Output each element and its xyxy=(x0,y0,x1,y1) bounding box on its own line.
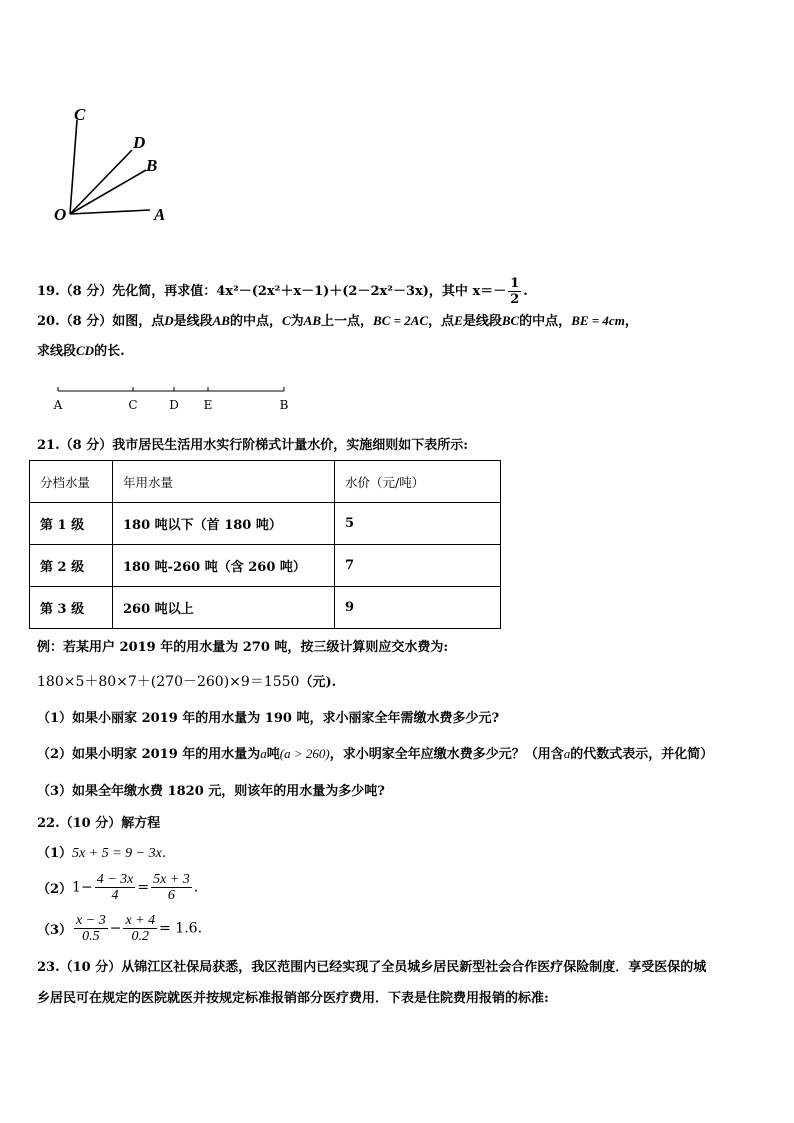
q22-eq-3 xyxy=(37,913,202,944)
q20-text-1: 如图，点 xyxy=(112,314,165,329)
table-cell: 第 1 级 xyxy=(30,503,113,545)
water-price-table xyxy=(29,460,501,629)
ray-oa xyxy=(70,210,150,214)
question-22 xyxy=(37,815,160,833)
q22-number: 22.（10 分） xyxy=(37,816,122,831)
q20-text-9: ， xyxy=(624,314,638,329)
q22-eq-2-den-1: 4 xyxy=(111,888,119,903)
table-cell: 180 吨-260 吨（含 260 吨） xyxy=(113,545,335,587)
q21-formula-unit: （元). xyxy=(299,675,337,690)
q19-fraction xyxy=(508,276,521,307)
q21-sub-2-var-a-2: a xyxy=(563,746,571,761)
q19-frac-num: 1 xyxy=(510,276,520,291)
q22-eq-1-label: （1） xyxy=(37,846,73,861)
q22-eq-2-pre: 1− xyxy=(72,879,93,896)
q19-number: 19.（8 分） xyxy=(37,284,113,299)
q20-var-d: D xyxy=(164,313,174,328)
q20-var-e: E xyxy=(454,313,463,328)
q19-text: 先化简，再求值：4x²－(2x²＋x－1)＋(2－2x²－3x)，其中 x＝－ xyxy=(112,284,507,299)
q22-eq-2-num-1: 4 − 3x xyxy=(96,872,134,887)
ray-oc xyxy=(70,120,77,214)
angle-figure xyxy=(50,98,180,228)
table-cell: 9 xyxy=(335,587,501,629)
seg-label-a: A xyxy=(53,398,63,412)
question-19 xyxy=(37,276,528,307)
q22-eq-2-num-2: 5x + 3 xyxy=(153,872,190,887)
q20-eq-be: BE = 4cm xyxy=(571,313,625,328)
segment-figure xyxy=(48,382,298,416)
q22-eq-1-end: . xyxy=(161,846,166,861)
q20-eq-bc: BC = 2AC xyxy=(373,313,429,328)
label-b: B xyxy=(146,156,158,175)
q22-eq-1 xyxy=(37,845,166,863)
q20-var-bc: BC xyxy=(501,313,520,328)
question-23 xyxy=(37,959,706,977)
q21-sub-2-text-4: 的代数式表示，并化简） xyxy=(570,747,714,762)
q21-sub-3: （3）如果全年缴水费 1820 元，则该年的用水量为多少吨? xyxy=(37,784,385,799)
q22-eq-3-frac-1 xyxy=(74,913,108,944)
q22-eq-3-frac-2 xyxy=(123,913,157,944)
q21-intro: 我市居民生活用水实行阶梯式计量水价，实施细则如下表所示: xyxy=(112,438,469,453)
seg-label-e: E xyxy=(203,398,213,412)
q23-line-2: 乡居民可在规定的医院就医并按规定标准报销部分医疗费用．下表是住院费用报销的标准: xyxy=(37,991,549,1006)
q21-formula-line xyxy=(37,673,336,692)
q21-sub-2-text-1: （2）如果小明家 2019 年的用水量为 xyxy=(37,747,261,762)
seg-label-b: B xyxy=(279,398,289,412)
q22-eq-2-end: . xyxy=(193,879,199,896)
seg-label-d: D xyxy=(169,398,179,412)
q21-number: 21.（8 分） xyxy=(37,438,113,453)
q20-text-8: 的中点， xyxy=(519,314,572,329)
q22-eq-3-equals: = 1.6 xyxy=(159,920,198,937)
q22-eq-3-end: . xyxy=(197,920,203,937)
q22-eq-2-den-2: 6 xyxy=(167,888,175,903)
q22-title: 解方程 xyxy=(121,816,161,831)
table-header-cell: 分档水量 xyxy=(30,461,113,503)
ray-od xyxy=(70,150,132,214)
label-a: A xyxy=(154,205,166,224)
q19-end: . xyxy=(523,284,528,299)
q21-sub-2-text-3: ，求小明家全年应缴水费多少元？（用含 xyxy=(329,747,564,762)
q22-eq-3-den-1: 0.5 xyxy=(82,929,100,944)
table-cell: 第 2 级 xyxy=(30,545,113,587)
q23-line-1: 从锦江区社保局获悉，我区范围内已经实现了全员城乡居民新型社会合作医疗保险制度．享受医保的城 xyxy=(121,960,707,975)
q20-text-3: 的中点， xyxy=(229,314,282,329)
q20-text-6: ，点 xyxy=(428,314,455,329)
q22-eq-3-num-2: x + 4 xyxy=(125,913,156,928)
q22-eq-1-body: 5x + 5 = 9 − 3x xyxy=(72,846,162,861)
q20-var-ab: AB xyxy=(212,313,230,328)
table-header-cell: 水价（元/吨） xyxy=(335,461,501,503)
q22-eq-2-frac-2 xyxy=(151,872,192,903)
q21-sub-2-condition: (a > 260) xyxy=(279,746,330,761)
q20-line2-text-2: 的长. xyxy=(94,344,125,359)
q19-frac-den: 2 xyxy=(510,292,520,307)
label-o: O xyxy=(54,205,67,224)
table-row xyxy=(30,587,501,629)
label-d: D xyxy=(133,133,146,152)
q20-var-ab-2: AB xyxy=(303,313,322,328)
q23-number: 23.（10 分） xyxy=(37,960,122,975)
table-row xyxy=(30,503,501,545)
table-cell: 260 吨以上 xyxy=(113,587,335,629)
q22-eq-3-num-1: x − 3 xyxy=(76,913,106,928)
q22-eq-3-den-2: 0.2 xyxy=(131,929,150,944)
question-21 xyxy=(37,437,468,455)
q20-text-4: 为 xyxy=(290,314,304,329)
q22-eq-2-frac-1 xyxy=(95,872,136,903)
q20-line2-text-1: 求线段 xyxy=(37,344,77,359)
q20-var-cd: CD xyxy=(76,343,95,358)
q22-eq-2-equals: = xyxy=(137,879,150,896)
table-cell: 第 3 级 xyxy=(30,587,113,629)
table-row xyxy=(30,545,501,587)
q22-eq-2-label: （2） xyxy=(37,882,73,897)
q20-var-c: C xyxy=(281,313,291,328)
table-cell: 5 xyxy=(335,503,501,545)
table-cell: 7 xyxy=(335,545,501,587)
q21-sub-2-var-a: a xyxy=(260,746,267,761)
seg-label-c: C xyxy=(128,398,138,412)
q21-formula: 180×5＋80×7＋(270－260)×9＝1550 xyxy=(37,674,300,690)
q21-sub-2-text-2: 吨 xyxy=(266,747,280,762)
question-20-line-2 xyxy=(37,342,125,361)
q22-eq-3-label: （3） xyxy=(37,923,73,938)
q20-text-2: 是线段 xyxy=(173,314,213,329)
q21-example: 例：若某用户 2019 年的用水量为 270 吨，按三级计算则应交水费为: xyxy=(37,640,449,655)
ray-ob xyxy=(70,170,146,214)
q22-eq-2 xyxy=(37,872,198,903)
table-header-row xyxy=(30,461,501,503)
q21-sub-1: （1）如果小丽家 2019 年的用水量为 190 吨，求小丽家全年需缴水费多少元? xyxy=(37,711,500,726)
table-header-cell: 年用水量 xyxy=(113,461,335,503)
q20-text-7: 是线段 xyxy=(462,314,502,329)
label-c: C xyxy=(74,105,86,124)
question-20 xyxy=(37,312,638,331)
table-cell: 180 吨以下（首 180 吨） xyxy=(113,503,335,545)
q20-number: 20.（8 分） xyxy=(37,314,113,329)
q22-eq-3-minus: − xyxy=(109,920,122,937)
q20-text-5: 上一点， xyxy=(321,314,374,329)
q21-sub-2 xyxy=(37,745,713,764)
